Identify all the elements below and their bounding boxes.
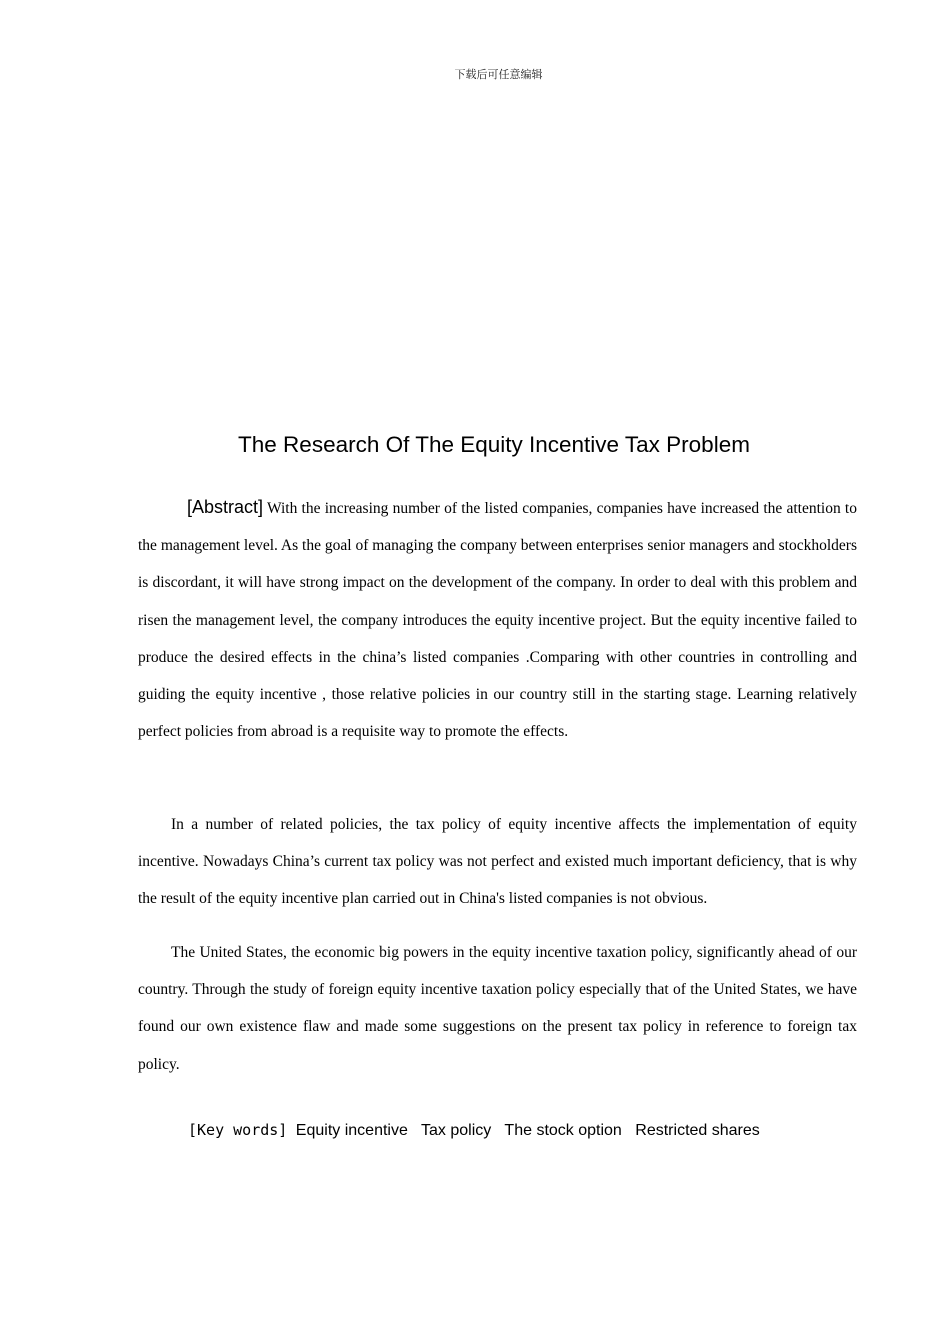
abstract-label: [Abstract] bbox=[187, 497, 264, 517]
keywords-label: [Key words] bbox=[188, 1121, 288, 1139]
abstract-paragraph bbox=[138, 489, 857, 750]
body-paragraph-2: The United States, the economic big powers in the equity incentive taxation policy, significantly ahead of our country. Through the study of foreign equity incentive taxation policy especially that of the United States, we have found our own existence flaw and made some suggestions on the present tax policy in reference to foreign tax policy. bbox=[138, 944, 857, 1073]
keyword-term: The stock option bbox=[504, 1122, 622, 1139]
page-header-note: 下载后可任意编辑 bbox=[454, 68, 543, 81]
keyword-term: Tax policy bbox=[421, 1122, 492, 1139]
abstract-text: With the increasing number of the listed companies, companies have increased the attention to the management level. As the goal of managing the company between enterprises senior managers and stockholders is discordant, it will have strong impact on the development of the company. In order to deal with this problem and risen the management level, the company introduces the equity incentive project. But the equity incentive failed to produce the desired effects in the china’s listed companies .Comparing with other countries in controlling and guiding the equity incentive , those relative policies in our country still in the starting stage. Learning relatively perfect policies from abroad is a requisite way to promote the effects. bbox=[138, 500, 857, 741]
keyword-term: Equity incentive bbox=[295, 1122, 408, 1139]
document-title: The Research Of The Equity Incentive Tax Problem bbox=[238, 432, 750, 457]
keyword-term: Restricted shares bbox=[635, 1122, 760, 1139]
body-paragraph-1: In a number of related policies, the tax policy of equity incentive affects the implementation of equity incentive. Nowadays China’s current tax policy was not perfect and existed much important deficiency, that is why the result of the equity incentive plan carried out in China's listed companies is not obvious. bbox=[138, 816, 857, 908]
keywords-line bbox=[188, 1121, 888, 1140]
